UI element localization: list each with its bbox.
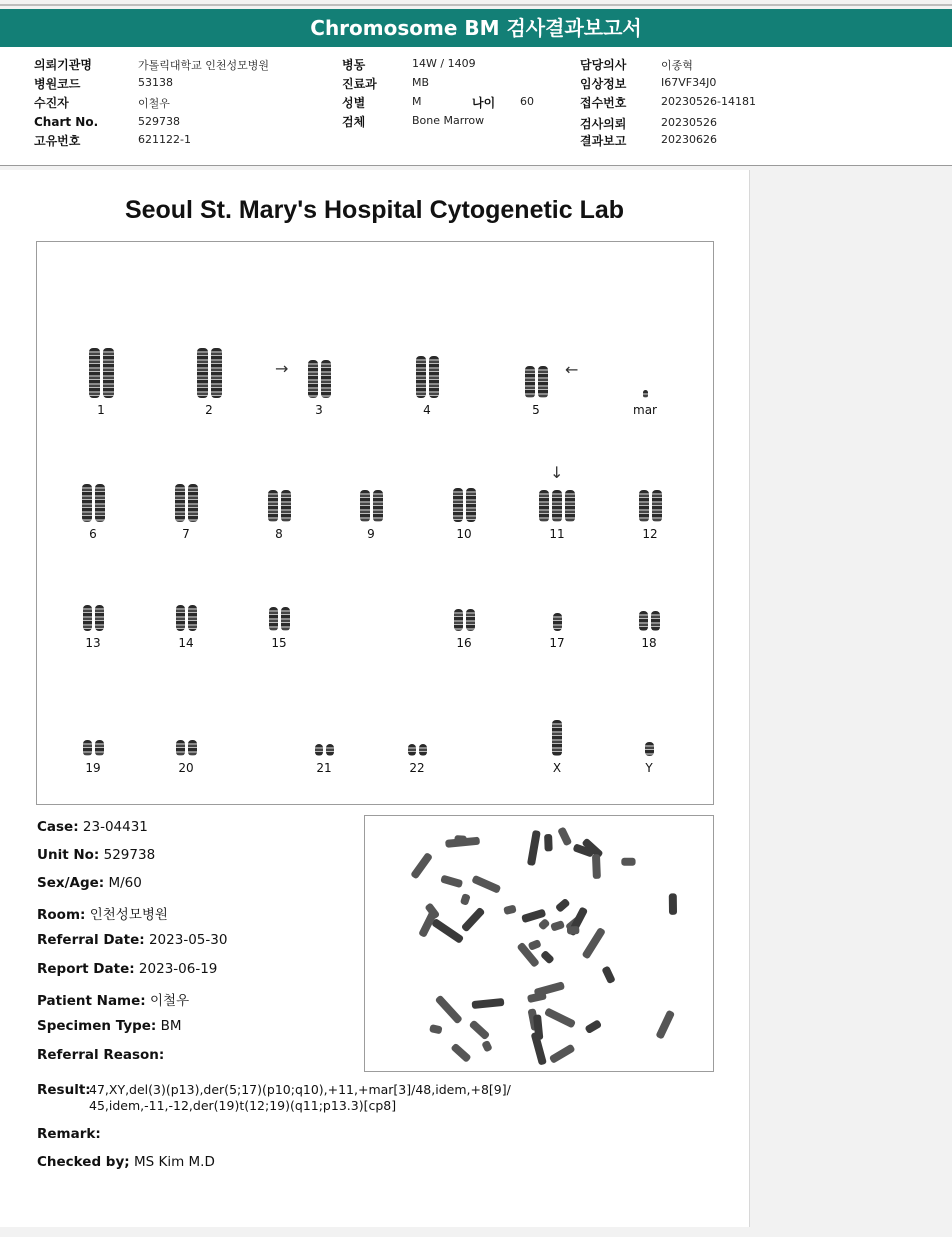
metaphase-chromosome — [538, 918, 551, 931]
chromosome-number: 3 — [315, 403, 323, 417]
chromosome-number: 16 — [456, 636, 472, 650]
chromatid — [552, 720, 562, 756]
metaphase-chromosome — [557, 826, 572, 846]
metaphase-chromosome — [555, 898, 571, 913]
age-value: 60 — [520, 95, 534, 108]
chromosome-7 — [156, 460, 216, 540]
unit-line: Unit No: 529738 — [37, 847, 156, 863]
hospital-value: 가톨릭대학교 인천성모병원 — [138, 59, 270, 72]
patient-value: 이철우 — [138, 97, 170, 110]
department-label: 진료과 — [342, 77, 377, 91]
chromatid — [454, 609, 463, 631]
chromatid — [95, 484, 105, 522]
chromatid — [538, 366, 548, 398]
metaphase-chromosome — [410, 852, 433, 880]
chromatid — [429, 356, 439, 398]
room-value: 인천성모병원 — [89, 907, 168, 923]
chromosome-number: 12 — [642, 527, 658, 541]
chromatid — [321, 360, 331, 398]
metaphase-chromosome — [581, 927, 606, 960]
chromatid — [373, 490, 383, 522]
chromosome-number: 22 — [409, 761, 425, 775]
metaphase-chromosome — [471, 875, 501, 894]
chromosome-17 — [527, 569, 587, 649]
chromosome-number: 6 — [89, 527, 97, 541]
remark-line: Remark: — [37, 1126, 101, 1142]
department-value: MB — [412, 76, 430, 89]
chromosome-12 — [620, 460, 680, 540]
metaphase-chromosome — [454, 835, 467, 844]
chromosome-number: 18 — [641, 636, 657, 650]
chromatid — [525, 366, 535, 398]
hospital-code-label: 병원코드 — [34, 77, 81, 91]
chromatid — [188, 484, 198, 522]
chromosome-number: 1 — [97, 403, 105, 417]
chromosome-16 — [434, 569, 494, 649]
chromatid — [466, 609, 475, 631]
chromatid — [315, 744, 323, 756]
unit-value: 529738 — [103, 847, 156, 863]
chromatid — [83, 605, 92, 631]
chromosome-number: 10 — [456, 527, 472, 541]
chromosome-13 — [63, 569, 123, 649]
top-divider — [0, 4, 952, 6]
metaphase-chromosome — [503, 904, 517, 915]
specimen-type-value: BM — [160, 1018, 182, 1034]
patient-name-line: Patient Name: 이철우 — [37, 993, 190, 1009]
metaphase-chromosome — [534, 981, 566, 997]
metaphase-chromosome — [461, 907, 486, 933]
lab-title: Seoul St. Mary's Hospital Cytogenetic Lab — [124, 196, 625, 224]
patient-label: 수진자 — [34, 96, 69, 110]
chromosome-mar — [615, 336, 675, 416]
chromatid — [175, 484, 185, 522]
checked-by-line: Checked by; MS Kim M.D — [37, 1154, 215, 1170]
chromosome-Y — [619, 694, 679, 774]
age-label: 나이 — [472, 96, 496, 110]
report-date-line: Report Date: 2023-06-19 — [37, 961, 218, 977]
chromosome-number: 5 — [532, 403, 540, 417]
metaphase-spread — [365, 816, 713, 1071]
chromatid — [639, 490, 649, 522]
clinical-info-value: I67VF34J0 — [661, 76, 717, 89]
metaphase-chromosome — [460, 893, 471, 906]
metaphase-chromosome — [601, 965, 615, 984]
referral-reason-line: Referral Reason: — [37, 1047, 165, 1063]
metaphase-chromosome — [621, 858, 635, 866]
chromosome-21 — [294, 694, 354, 774]
unique-no-label: 고유번호 — [34, 134, 81, 148]
hospital-label: 의뢰기관명 — [34, 58, 92, 72]
referral-date-line: Referral Date: 2023-05-30 — [37, 932, 228, 948]
metaphase-chromosome — [567, 926, 580, 934]
chromosome-15 — [249, 569, 309, 649]
referral-date-value: 2023-05-30 — [148, 932, 228, 948]
chromatid — [89, 348, 100, 398]
receipt-no-value: 20230526-14181 — [661, 95, 756, 108]
chromatid — [188, 605, 197, 631]
doctor-value: 이종혁 — [661, 59, 693, 72]
arrow-left-icon: ← — [565, 360, 579, 379]
sexage-line: Sex/Age: M/60 — [37, 875, 142, 891]
chromosome-3 — [289, 336, 349, 416]
chromosome-22 — [387, 694, 447, 774]
chromatid — [268, 490, 278, 522]
metaphase-chromosome — [528, 939, 542, 951]
sexage-value: M/60 — [108, 875, 142, 891]
chromosome-number: 21 — [316, 761, 332, 775]
chromatid — [408, 744, 416, 756]
receipt-no-label: 접수번호 — [580, 96, 627, 110]
sex-label: 성별 — [342, 96, 366, 110]
metaphase-chromosome — [669, 893, 677, 914]
unique-no-value: 621122-1 — [138, 133, 191, 146]
chromatid — [95, 605, 104, 631]
report-header — [0, 47, 952, 166]
result-line-1: 47,XY,del(3)(p13),der(5;17)(p10;q10),+11,+mar[3]/48,idem,+8[9]/ — [89, 1082, 511, 1097]
arrow-down-icon: ↓ — [550, 463, 564, 482]
metaphase-chromosome — [450, 1043, 471, 1063]
request-date-value: 20230526 — [661, 116, 717, 129]
doctor-label: 담당의사 — [580, 58, 627, 72]
result-line-2: 45,idem,-11,-12,der(19)t(12;19)(q11;p13.3)[cp8] — [89, 1098, 397, 1113]
metaphase-chromosome — [481, 1040, 493, 1053]
chromatid — [103, 348, 114, 398]
chromosome-number: 14 — [178, 636, 194, 650]
sex-value: M — [412, 95, 422, 108]
chromatid — [645, 742, 654, 756]
chromosome-6 — [63, 460, 123, 540]
chromosome-8 — [249, 460, 309, 540]
case-line: Case: 23-04431 — [37, 819, 148, 835]
chromosome-X — [527, 694, 587, 774]
chromosome-number: Y — [645, 761, 653, 775]
chromatid — [82, 484, 92, 522]
metaphase-chromosome — [655, 1010, 675, 1040]
chromosome-number: 17 — [549, 636, 565, 650]
metaphase-chromosome — [531, 1032, 547, 1066]
chromatid — [553, 613, 562, 631]
chromosome-18 — [619, 569, 679, 649]
metaphase-chromosome — [550, 920, 565, 932]
specimen-label: 검체 — [342, 115, 366, 129]
clinical-info-label: 임상정보 — [580, 77, 627, 91]
metaphase-chromosome — [584, 1019, 602, 1034]
chromatid — [652, 490, 662, 522]
metaphase-chromosome — [527, 830, 541, 866]
metaphase-chromosome — [540, 950, 555, 965]
chromosome-4 — [397, 336, 457, 416]
chromosome-number: 13 — [85, 636, 101, 650]
chromosome-19 — [63, 694, 123, 774]
chromatid — [466, 488, 476, 522]
chromatid — [539, 490, 549, 522]
chromosome-number: 20 — [178, 761, 194, 775]
metaphase-chromosome — [429, 1024, 443, 1034]
report-date-label: 결과보고 — [580, 134, 627, 148]
chromatid — [308, 360, 318, 398]
result-text — [89, 1082, 589, 1114]
chromosome-number: 8 — [275, 527, 283, 541]
chromatid — [188, 740, 197, 756]
chromatid — [453, 488, 463, 522]
chromatid — [281, 490, 291, 522]
chromosome-10 — [434, 460, 494, 540]
chromatid — [326, 744, 334, 756]
chromosome-number: 15 — [271, 636, 287, 650]
specimen-type-line: Specimen Type: BM — [37, 1018, 182, 1034]
metaphase-chromosome — [469, 1019, 491, 1040]
metaphase-chromosome — [435, 994, 463, 1024]
result-label: Result: — [37, 1082, 91, 1098]
metaphase-chromosome — [544, 1007, 576, 1028]
chromatid — [552, 490, 562, 522]
chart-no-value: 529738 — [138, 115, 180, 128]
room-line: Room: 인천성모병원 — [37, 907, 168, 923]
chromatid — [416, 356, 426, 398]
specimen-value: Bone Marrow — [412, 114, 485, 127]
metaphase-chromosome — [440, 874, 463, 888]
chromosome-5 — [506, 336, 566, 416]
patient-name-value: 이철우 — [149, 993, 190, 1009]
chromatid — [360, 490, 370, 522]
chromatid — [197, 348, 208, 398]
chromosome-number: 2 — [205, 403, 213, 417]
metaphase-chromosome — [549, 1044, 576, 1064]
chromosome-number: 4 — [423, 403, 431, 417]
chromatid — [95, 740, 104, 756]
chromatid — [211, 348, 222, 398]
metaphase-chromosome — [472, 998, 505, 1009]
chromosome-14 — [156, 569, 216, 649]
chromatid — [281, 607, 290, 631]
metaphase-image — [364, 815, 714, 1072]
report-date-value: 20230626 — [661, 133, 717, 146]
chromatid — [176, 605, 185, 631]
ward-value: 14W / 1409 — [412, 57, 476, 70]
chromosome-number: 19 — [85, 761, 101, 775]
report-banner-title: Chromosome BM 검사결과보고서 — [0, 9, 952, 47]
request-date-label: 검사의뢰 — [580, 117, 627, 131]
chromosome-9 — [341, 460, 401, 540]
karyogram — [36, 241, 714, 805]
chart-no-label: Chart No. — [34, 115, 99, 129]
checked-by-value: MS Kim M.D — [133, 1154, 215, 1170]
case-value: 23-04431 — [82, 819, 148, 835]
report-sheet — [0, 170, 750, 1227]
chromosome-2 — [179, 336, 239, 416]
chromatid — [419, 744, 427, 756]
metaphase-chromosome — [431, 918, 464, 944]
metaphase-chromosome — [544, 834, 553, 852]
chromatid — [651, 611, 660, 631]
chromatid — [83, 740, 92, 756]
chromosome-number: 7 — [182, 527, 190, 541]
chromatid — [269, 607, 278, 631]
chromosome-number: X — [552, 761, 562, 775]
ward-label: 병동 — [342, 58, 366, 72]
chromosome-1 — [71, 336, 131, 416]
metaphase-chromosome — [592, 854, 601, 879]
chromatid — [639, 611, 648, 631]
chromatid — [565, 490, 575, 522]
chromosome-number: 11 — [549, 527, 565, 541]
arrow-right-icon: → — [275, 359, 289, 378]
chromatid — [176, 740, 185, 756]
chromosome-number: 9 — [367, 527, 375, 541]
result-block — [37, 1082, 511, 1113]
chromosome-20 — [156, 694, 216, 774]
report-date-value: 2023-06-19 — [138, 961, 218, 977]
hospital-code-value: 53138 — [138, 76, 173, 89]
chromosome-number: mar — [633, 403, 657, 417]
chromatid — [643, 390, 648, 398]
